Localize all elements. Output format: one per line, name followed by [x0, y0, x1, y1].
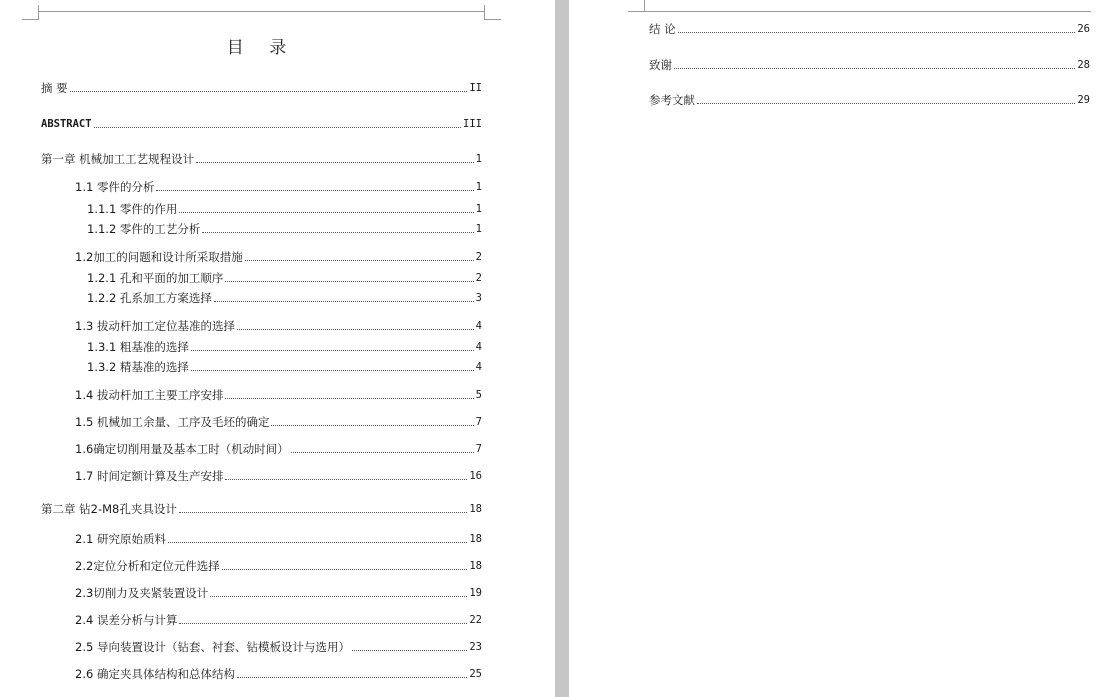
top-margin-line [38, 11, 484, 12]
toc-entry[interactable] [649, 22, 1090, 36]
toc-entry-label: 1.2加工的问题和设计所采取措施 [75, 250, 243, 264]
toc-entry-page: 18 [469, 503, 482, 515]
leader-dots [352, 650, 467, 651]
leader-dots [179, 623, 467, 624]
toc-entry[interactable] [649, 93, 1090, 107]
toc-entry[interactable] [75, 640, 482, 654]
toc-entry-page: 4 [475, 341, 482, 353]
leader-dots [291, 452, 474, 453]
toc-entry[interactable] [75, 586, 482, 600]
leader-dots [225, 281, 473, 282]
leader-dots [245, 260, 474, 261]
toc-entry-label: 结 论 [649, 22, 676, 36]
toc-entry[interactable] [41, 117, 482, 131]
toc-entry[interactable] [87, 271, 482, 285]
toc-entry[interactable] [87, 360, 482, 374]
leader-dots [271, 425, 473, 426]
toc-entry-label: 2.2定位分析和定位元件选择 [75, 559, 220, 573]
toc-entry-label: 2.4 误差分析与计算 [75, 613, 178, 627]
toc-entry-label: 1.1.1 零件的作用 [87, 202, 178, 216]
toc-entry-page: II [469, 82, 482, 94]
leader-dots [674, 68, 1075, 69]
leader-dots [222, 569, 468, 570]
toc-entry-page: 16 [469, 470, 482, 482]
toc-entry-page: 18 [469, 533, 482, 545]
toc-entry-label: 1.2.1 孔和平面的加工顺序 [87, 271, 224, 285]
toc-entry-label: 1.2.2 孔系加工方案选择 [87, 291, 212, 305]
toc-entry[interactable] [75, 613, 482, 627]
toc-entry[interactable] [75, 667, 482, 681]
toc-entry[interactable] [87, 222, 482, 236]
toc-entry-label: ABSTRACT [41, 118, 92, 130]
toc-entry[interactable] [75, 532, 482, 546]
leader-dots [168, 542, 467, 543]
toc-entry[interactable] [41, 502, 482, 516]
toc-entry-page: 28 [1077, 59, 1090, 71]
toc-entry[interactable] [87, 340, 482, 354]
toc-entry-label: 1.3 拔动杆加工定位基准的选择 [75, 319, 235, 333]
toc-entry-label: 1.1.2 零件的工艺分析 [87, 222, 201, 236]
toc-entry-label: 1.5 机械加工余量、工序及毛坯的确定 [75, 415, 270, 429]
toc-entry-page: 23 [469, 641, 482, 653]
toc-entry-label: 1.4 拔动杆加工主要工序安排 [75, 388, 224, 402]
toc-entry[interactable] [41, 81, 482, 95]
leader-dots [179, 212, 473, 213]
leader-dots [196, 162, 474, 163]
toc-entry-label: 2.1 研究原始质料 [75, 532, 166, 546]
toc-entry-page: 1 [475, 203, 482, 215]
toc-entry-page: 2 [475, 251, 482, 263]
toc-entry-page: 3 [475, 292, 482, 304]
leader-dots [156, 190, 473, 191]
page-gutter [555, 0, 569, 697]
toc-entry[interactable] [649, 58, 1090, 72]
leader-dots [191, 350, 474, 351]
toc-entry-page: 4 [475, 320, 482, 332]
toc-entry-label: 摘 要 [41, 81, 68, 95]
leader-dots [697, 103, 1075, 104]
leader-dots [70, 91, 468, 92]
toc-entry-page: 1 [475, 181, 482, 193]
toc-entry-page: 1 [475, 153, 482, 165]
leader-dots [191, 370, 474, 371]
toc-entry-label: 1.6确定切削用量及基本工时（机动时间） [75, 442, 289, 456]
toc-entry-label: 致谢 [649, 58, 672, 72]
leader-dots [237, 329, 474, 330]
toc-entry[interactable] [87, 202, 482, 216]
toc-entry[interactable] [75, 415, 482, 429]
toc-entry-page: 1 [475, 223, 482, 235]
toc-entry[interactable] [75, 559, 482, 573]
margin-corner-top-left [628, 0, 645, 12]
toc-entry-page: 18 [469, 560, 482, 572]
document-page-left [0, 0, 555, 697]
toc-entry-page: 4 [475, 361, 482, 373]
toc-entry-label: 第一章 机械加工工艺规程设计 [41, 152, 195, 166]
toc-entry-label: 参考文献 [649, 93, 695, 107]
leader-dots [210, 596, 467, 597]
leader-dots [214, 301, 474, 302]
toc-entry-page: 19 [469, 587, 482, 599]
toc-title: 目 录 [226, 38, 297, 58]
toc-entry-label: 2.3切削力及夹紧装置设计 [75, 586, 209, 600]
toc-entry[interactable] [75, 180, 482, 194]
leader-dots [94, 127, 461, 128]
toc-entry[interactable] [75, 319, 482, 333]
margin-corner-top-left [22, 5, 39, 20]
document-page-right [569, 0, 1118, 697]
toc-entry-page: III [463, 118, 482, 130]
leader-dots [225, 479, 467, 480]
toc-entry-label: 1.3.2 精基准的选择 [87, 360, 189, 374]
top-margin-line [644, 11, 1091, 12]
margin-corner-top-right [484, 5, 501, 20]
toc-entry[interactable] [41, 152, 482, 166]
toc-entry-page: 2 [475, 272, 482, 284]
toc-entry-label: 2.5 导向装置设计（钻套、衬套、钻模板设计与选用） [75, 640, 350, 654]
toc-entry-page: 26 [1077, 23, 1090, 35]
toc-entry-page: 22 [469, 614, 482, 626]
leader-dots [678, 32, 1076, 33]
toc-entry-page: 29 [1077, 94, 1090, 106]
toc-entry[interactable] [75, 469, 482, 483]
toc-entry-page: 7 [475, 416, 482, 428]
toc-entry-page: 5 [475, 389, 482, 401]
toc-entry[interactable] [75, 442, 482, 456]
toc-entry[interactable] [75, 388, 482, 402]
leader-dots [237, 677, 467, 678]
leader-dots [225, 398, 473, 399]
toc-entry-label: 1.3.1 粗基准的选择 [87, 340, 189, 354]
toc-entry-label: 1.7 时间定额计算及生产安排 [75, 469, 224, 483]
leader-dots [179, 512, 467, 513]
toc-entry-label: 1.1 零件的分析 [75, 180, 155, 194]
toc-entry[interactable] [75, 250, 482, 264]
toc-entry-page: 7 [475, 443, 482, 455]
leader-dots [202, 232, 473, 233]
toc-entry-label: 第二章 钻2-M8孔夹具设计 [41, 502, 177, 516]
toc-entry-label: 2.6 确定夹具体结构和总体结构 [75, 667, 235, 681]
toc-entry[interactable] [87, 291, 482, 305]
toc-entry-page: 25 [469, 668, 482, 680]
